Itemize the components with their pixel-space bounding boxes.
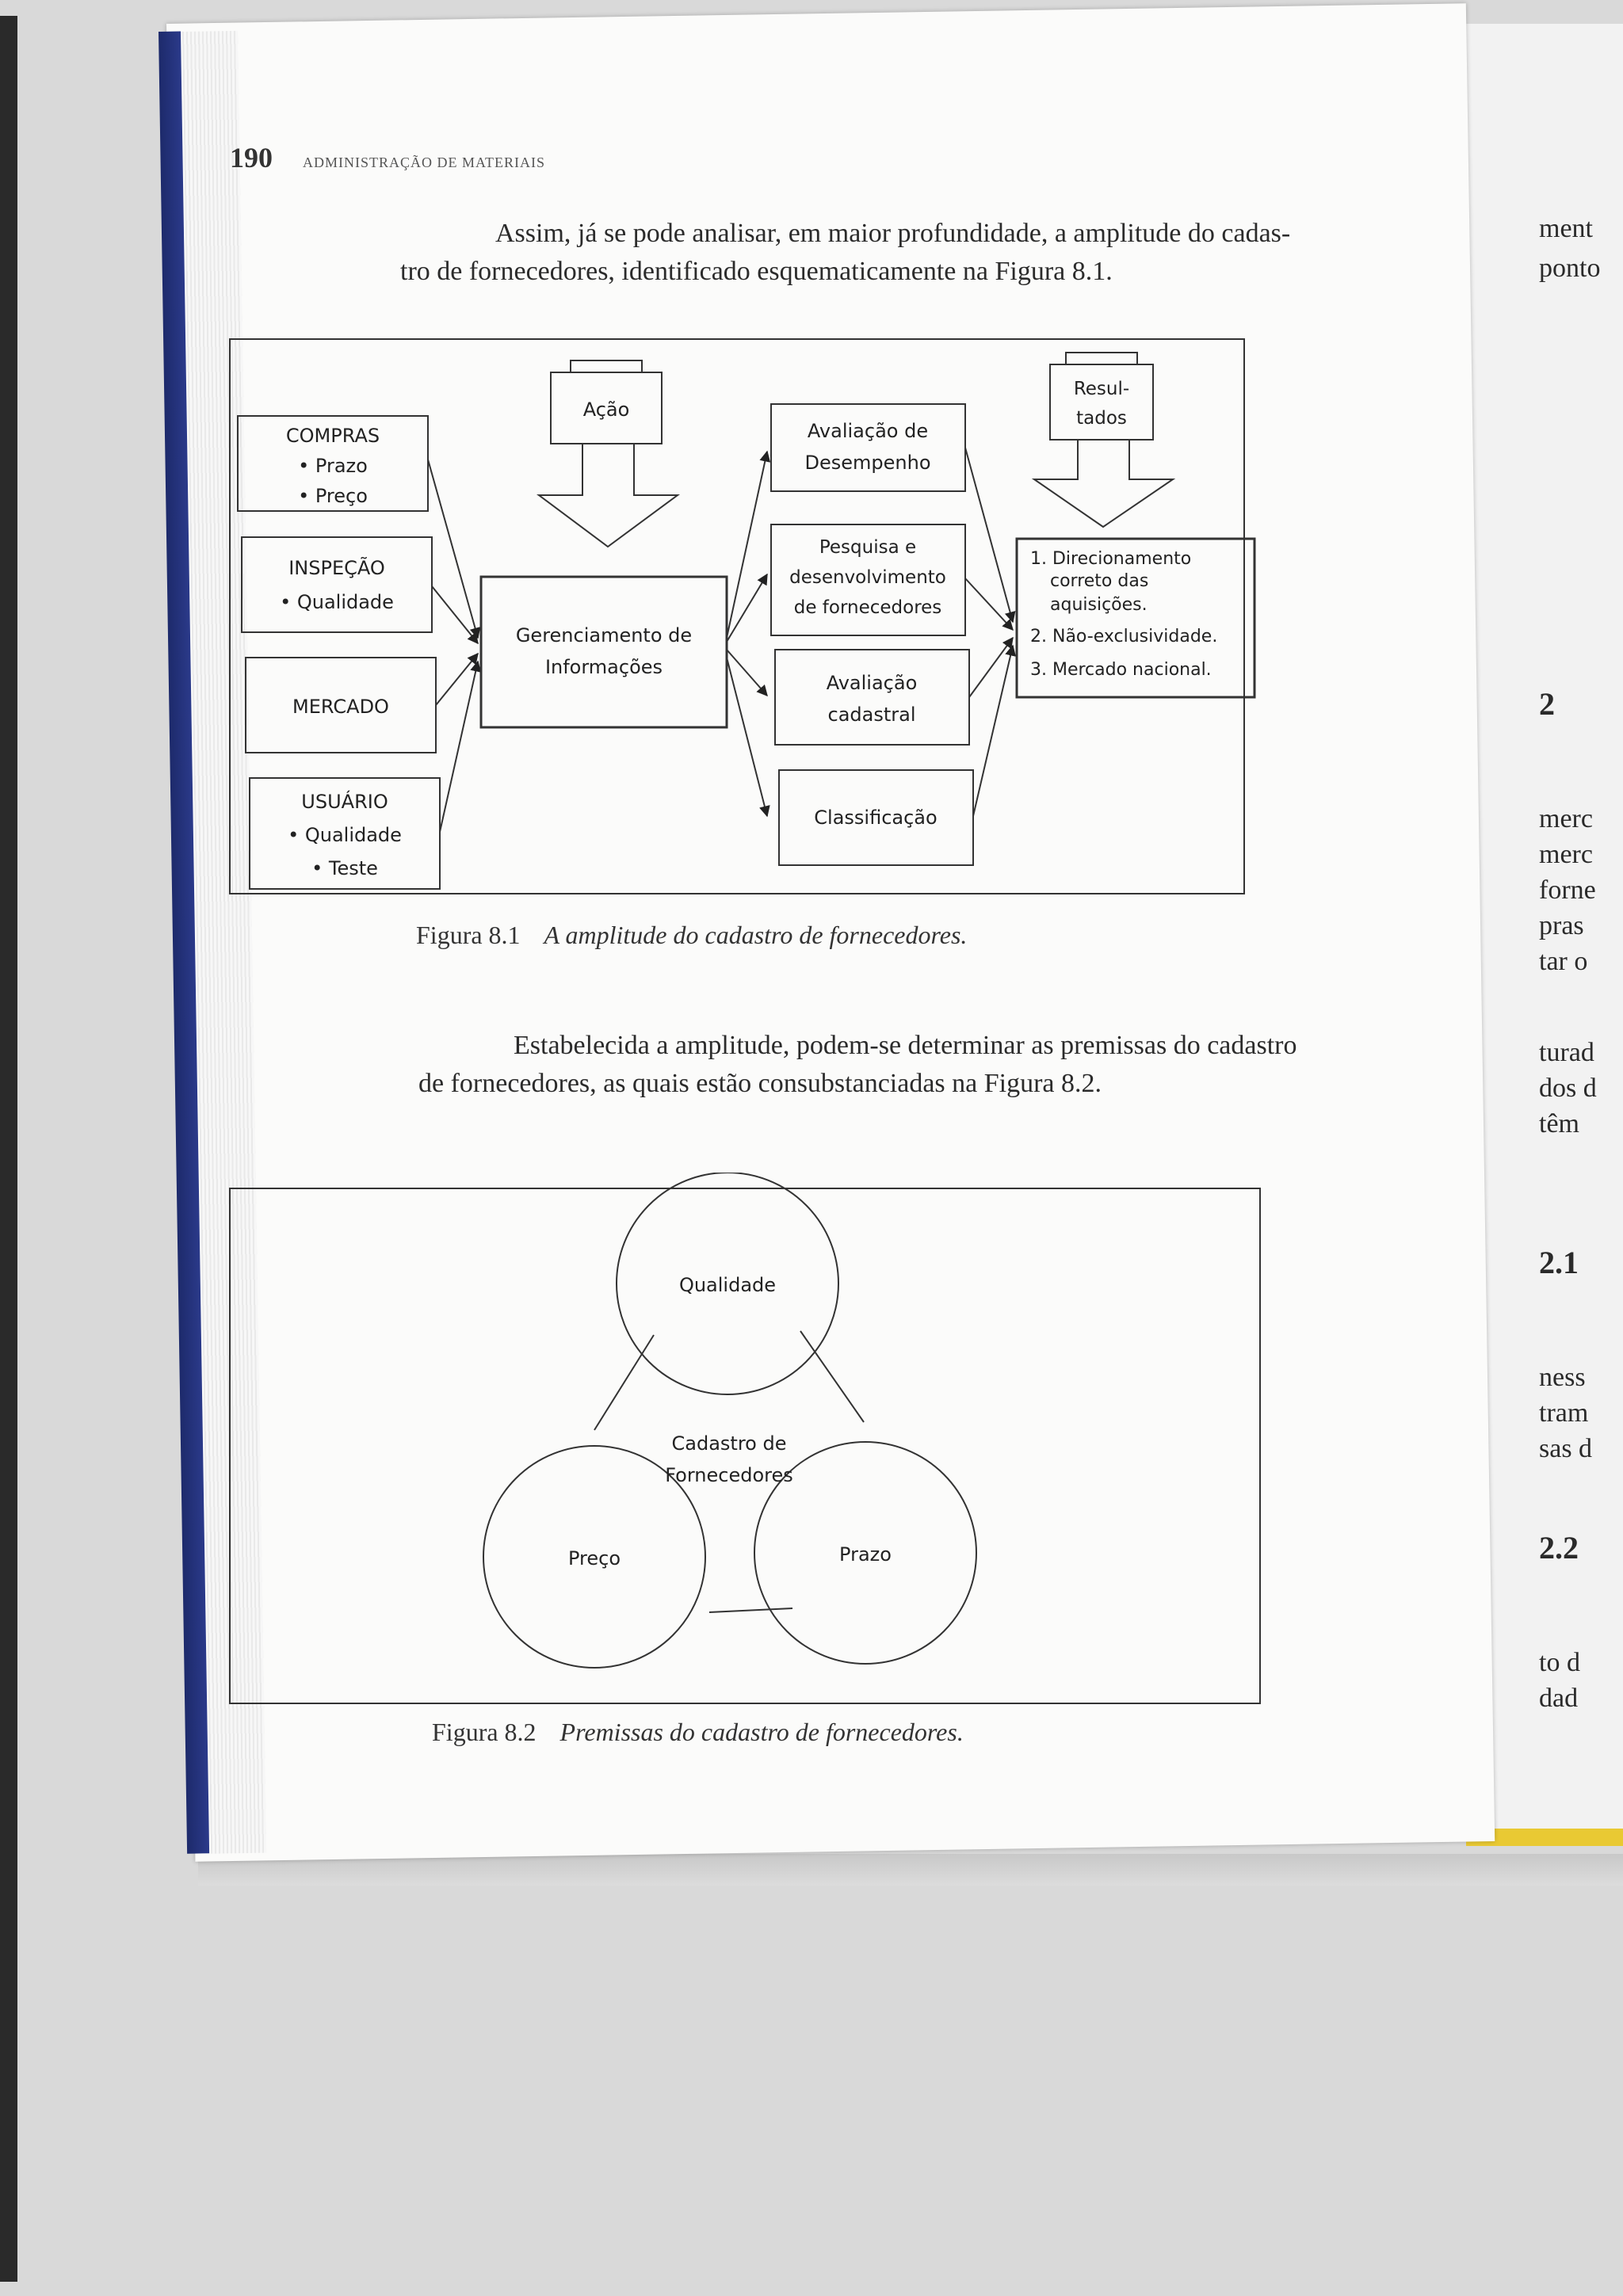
facing-page-fragment: pras <box>1539 911 1584 940</box>
svg-text:Classificação: Classificação <box>814 807 938 829</box>
result-arrows <box>965 448 1013 816</box>
svg-text:• Qualidade: • Qualidade <box>280 591 394 613</box>
paragraph-line: tro de fornecedores, identificado esquematicamente na Figura 8.1. <box>400 257 1113 286</box>
facing-page-fragment: forne <box>1539 875 1596 905</box>
svg-text:MERCADO: MERCADO <box>292 696 389 718</box>
svg-text:INSPEÇÃO: INSPEÇÃO <box>288 557 385 579</box>
output-arrows <box>727 452 767 816</box>
facing-page-fragment: dad <box>1539 1684 1579 1713</box>
center-label: Cadastro de <box>671 1432 787 1455</box>
facing-page-fragment: to d <box>1539 1648 1580 1677</box>
svg-text:correto das: correto das <box>1050 571 1149 591</box>
facing-page-fragment: sas d <box>1539 1434 1593 1463</box>
output-box-pesquisa <box>771 524 965 635</box>
svg-text:Informações: Informações <box>544 656 663 678</box>
svg-text:3. Mercado nacional.: 3. Mercado nacional. <box>1030 660 1212 680</box>
center-label: Fornecedores <box>665 1464 793 1486</box>
paragraph-line: Assim, já se pode analisar, em maior profundidade, a amplitude do cadas- <box>495 219 1291 248</box>
facing-page-fragment: têm <box>1539 1109 1579 1138</box>
input-box-usuario <box>250 778 440 889</box>
input-box-mercado <box>246 658 436 753</box>
facing-page-fragment: tar o <box>1539 947 1588 976</box>
facing-page-fragment: dos d <box>1539 1074 1597 1103</box>
svg-text:tados: tados <box>1076 408 1127 429</box>
svg-text:Desempenho: Desempenho <box>804 452 931 474</box>
svg-text:Avaliação de: Avaliação de <box>807 420 929 442</box>
facing-page-fragment: merc <box>1539 804 1593 833</box>
facing-page-fragment: ness <box>1539 1363 1586 1392</box>
svg-text:aquisições.: aquisições. <box>1050 595 1148 615</box>
center-box-gerenciamento <box>481 577 727 727</box>
facing-page-heading: 2.2 <box>1539 1530 1579 1566</box>
figure-8-1-caption <box>416 921 967 950</box>
output-box-avaliacao-cadastral <box>775 650 969 745</box>
page-header <box>230 141 545 174</box>
svg-text:• Preço: • Preço <box>298 485 368 507</box>
page-shadow <box>198 1854 1623 1886</box>
output-box-avaliacao-desempenho <box>771 404 965 491</box>
caption-label: Figura 8.1 <box>416 921 521 949</box>
page-number: 190 <box>230 142 273 174</box>
figure-8-1-diagram <box>226 317 1256 903</box>
caption-label: Figura 8.2 <box>432 1718 537 1746</box>
svg-text:• Prazo: • Prazo <box>298 455 368 477</box>
svg-text:Gerenciamento de: Gerenciamento de <box>515 624 693 646</box>
svg-text:USUÁRIO: USUÁRIO <box>301 791 388 813</box>
svg-text:Pesquisa e: Pesquisa e <box>819 537 917 558</box>
svg-text:Resul-: Resul- <box>1073 379 1130 399</box>
svg-text:Ação: Ação <box>582 399 630 421</box>
caption-text: A amplitude do cadastro de fornecedores. <box>544 921 968 949</box>
circle-qualidade <box>617 1173 838 1394</box>
output-box-classificacao <box>779 770 973 865</box>
facing-page-fragment: turad <box>1539 1038 1594 1067</box>
facing-page-heading: 2 <box>1539 686 1555 722</box>
svg-text:COMPRAS: COMPRAS <box>285 425 380 447</box>
running-title: ADMINISTRAÇÃO DE MATERIAIS <box>303 154 546 170</box>
paragraph-line: Estabelecida a amplitude, podem-se determinar as premissas do cadastro <box>514 1031 1297 1060</box>
svg-text:Prazo: Prazo <box>839 1543 892 1566</box>
facing-page-fragment: tram <box>1539 1398 1589 1428</box>
svg-text:Preço: Preço <box>567 1547 621 1569</box>
facing-page-heading: 2.1 <box>1539 1245 1579 1280</box>
input-box-inspecao <box>242 537 432 632</box>
paragraph-line: de fornecedores, as quais estão consubstanciadas na Figura 8.2. <box>418 1069 1102 1098</box>
svg-text:de fornecedores: de fornecedores <box>793 597 942 618</box>
results-box <box>1017 539 1254 697</box>
svg-text:• Teste: • Teste <box>311 857 378 879</box>
svg-text:desenvolvimento: desenvolvimento <box>789 567 946 588</box>
input-arrows <box>428 460 478 832</box>
facing-page-fragment: ponto <box>1539 254 1601 283</box>
svg-text:2. Não-exclusividade.: 2. Não-exclusividade. <box>1030 627 1218 646</box>
acao-arrow <box>539 360 678 547</box>
svg-text:• Qualidade: • Qualidade <box>288 824 402 846</box>
resultados-arrow <box>1034 353 1173 527</box>
figure-8-2-diagram <box>222 1173 1268 1719</box>
svg-text:Qualidade: Qualidade <box>678 1274 777 1296</box>
input-box-compras <box>238 416 428 511</box>
scanner-edge <box>0 16 17 2282</box>
svg-text:1. Direcionamento: 1. Direcionamento <box>1030 549 1192 569</box>
svg-text:Avaliação: Avaliação <box>826 672 918 694</box>
svg-text:cadastral: cadastral <box>827 704 916 726</box>
figure-8-2-caption <box>432 1718 964 1747</box>
facing-page-fragment: merc <box>1539 840 1593 869</box>
caption-text: Premissas do cadastro de fornecedores. <box>559 1718 964 1746</box>
facing-page-fragment: ment <box>1539 214 1593 243</box>
